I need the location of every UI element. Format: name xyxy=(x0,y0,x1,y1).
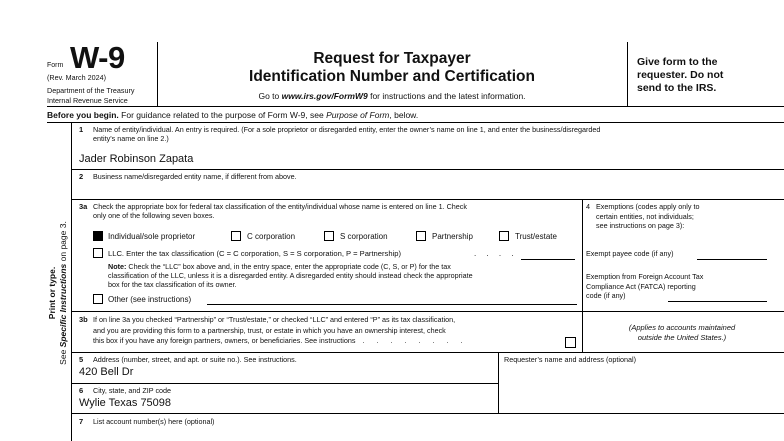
foreign-partners-checkbox[interactable] xyxy=(565,337,576,348)
line6-label: City, state, and ZIP code xyxy=(93,386,172,395)
line3b-text-c: this box if you have any foreign partners, owners, or beneficiaries. See instructions . . . . . . . . xyxy=(93,336,468,345)
rule-after-line3a xyxy=(71,311,582,312)
c-corp-checkbox[interactable] xyxy=(231,231,241,241)
applies-note-a: (Applies to accounts maintained xyxy=(628,323,736,332)
line7-label: List account number(s) here (optional) xyxy=(93,417,215,426)
rule-before-line1 xyxy=(47,122,784,123)
requester-input[interactable] xyxy=(502,366,782,412)
line3a-label xyxy=(93,202,579,220)
form-number: W-9 xyxy=(70,40,125,75)
rule-line4-mid xyxy=(582,311,784,312)
give-form-note xyxy=(637,56,723,95)
line4-number: 4 xyxy=(586,202,590,211)
fatca-label-c: code (if any) xyxy=(586,291,626,300)
llc-classification-input[interactable] xyxy=(521,259,575,260)
c-corp-label: C corporation xyxy=(247,232,296,241)
line5-number: 5 xyxy=(79,355,84,364)
goto-prefix: Go to xyxy=(258,91,282,101)
llc-label: LLC. Enter the tax classification (C = C corporation, S = S corporation, P = Partnership) xyxy=(108,249,401,258)
requester-label: Requester’s name and address (optional) xyxy=(504,355,636,364)
line2-number: 2 xyxy=(79,172,84,181)
line1-number: 1 xyxy=(79,125,84,134)
line2-label: Business name/disregarded entity name, if different from above. xyxy=(93,172,297,181)
llc-note xyxy=(108,262,578,289)
line6-number: 6 xyxy=(79,386,84,395)
business-name-input[interactable] xyxy=(79,184,779,198)
goto-suffix: for instructions and the latest information. xyxy=(367,91,526,101)
line7-number: 7 xyxy=(79,417,84,426)
agency: Internal Revenue Service xyxy=(47,96,128,105)
line3a-label-a: Check the appropriate box for federal tax classification of the entity/individual whose name is entered on line 1. Check xyxy=(93,202,467,211)
other-label: Other (see instructions) xyxy=(108,295,192,304)
before-you-begin-label: Before you begin. xyxy=(47,110,119,120)
goto-instructions xyxy=(158,91,626,101)
partnership-label: Partnership xyxy=(432,232,473,241)
line4-text-a: Exemptions (codes apply only to xyxy=(596,202,700,211)
fatca-input[interactable] xyxy=(668,301,767,302)
side-label-line1: Print or type. xyxy=(47,266,57,320)
llc-note-a: Note: Check the “LLC” box above and, in the entry space, enter the appropriate code (C, S, or P) for the tax xyxy=(108,262,451,271)
llc-note-b: classification of the LLC, unless it is a disregarded entity. A disregarded entity should instead check the appropriate xyxy=(108,271,473,280)
line5-label: Address (number, street, and apt. or suite no.). See instructions. xyxy=(93,355,297,364)
line3b-number: 3b xyxy=(79,315,88,324)
name-input[interactable]: Jader Robinson Zapata xyxy=(79,153,194,165)
line1-label-a: Name of entity/individual. An entry is required. (For a sole proprietor or disregarded entity, enter the owner’s name on line 1, and enter the business/disregarded xyxy=(93,125,601,134)
other-input[interactable] xyxy=(207,304,577,305)
account-numbers-input[interactable] xyxy=(79,428,779,440)
other-checkbox[interactable] xyxy=(93,294,103,304)
page-title xyxy=(158,50,626,86)
trust-estate-checkbox[interactable] xyxy=(499,231,509,241)
title-line-1: Request for Taxpayer xyxy=(313,50,471,67)
line4-text-b: certain entities, not individuals; xyxy=(596,211,694,221)
individual-checkbox[interactable] xyxy=(93,231,103,241)
rule-after-line5 xyxy=(71,383,498,384)
header-divider-right xyxy=(627,42,628,106)
line4-text-c: see instructions on page 3): xyxy=(596,221,685,230)
before-you-begin-text: For guidance related to the purpose of Form W-9, see xyxy=(118,110,327,120)
llc-dots: . . . . xyxy=(474,249,518,258)
applies-note xyxy=(584,323,780,343)
header-bottom-rule xyxy=(47,106,784,107)
requester-divider xyxy=(498,352,499,413)
exempt-payee-label: Exempt payee code (if any) xyxy=(586,249,674,258)
side-label-line2: See Specific Instructions on page 3. xyxy=(58,221,68,365)
line3b-text-b: and you are providing this form to a partnership, trust, or estate in which you have an ownership interest, check xyxy=(93,325,446,335)
before-you-begin-suffix: , below. xyxy=(389,110,419,120)
fatca-label-b: Compliance Act (FATCA) reporting xyxy=(586,281,696,291)
fatca-label-a: Exemption from Foreign Account Tax xyxy=(586,272,704,281)
line1-label xyxy=(93,125,783,143)
llc-note-c: box for the tax classification of its owner. xyxy=(108,280,237,289)
line3a-label-b: only one of the following seven boxes. xyxy=(93,211,215,220)
give-form-line-2: requester. Do not xyxy=(637,69,724,81)
llc-checkbox[interactable] xyxy=(93,248,103,258)
rule-after-line6 xyxy=(71,413,784,414)
line4-text xyxy=(596,202,782,231)
applies-note-b: outside the United States.) xyxy=(637,333,727,342)
before-you-begin xyxy=(47,110,418,120)
give-form-line-1: Give form to the xyxy=(637,56,718,68)
individual-label: Individual/sole proprietor xyxy=(108,232,196,241)
side-label xyxy=(47,183,69,403)
give-form-line-3: send to the IRS. xyxy=(637,82,717,94)
line3b-text-a: If on line 3a you checked “Partnership” or “Trust/estate,” or checked “LLC” and entered “P” as its tax classification, xyxy=(93,315,456,324)
exempt-payee-input[interactable] xyxy=(697,259,767,260)
purpose-of-form-link[interactable]: Purpose of Form xyxy=(326,110,390,120)
form-word: Form xyxy=(47,62,64,69)
s-corp-label: S corporation xyxy=(340,232,388,241)
title-line-2: Identification Number and Certification xyxy=(249,68,535,85)
fatca-label xyxy=(586,272,703,301)
revision-date: (Rev. March 2024) xyxy=(47,73,106,82)
rule-after-line1 xyxy=(71,169,784,170)
city-state-zip-input[interactable]: Wylie Texas 75098 xyxy=(79,397,172,409)
department: Department of the Treasury xyxy=(47,86,135,95)
line4-divider xyxy=(582,199,583,352)
trust-estate-label: Trust/estate xyxy=(515,232,557,241)
rule-after-line2 xyxy=(71,199,784,200)
s-corp-checkbox[interactable] xyxy=(324,231,334,241)
line3a-number: 3a xyxy=(79,202,88,211)
line3b-text xyxy=(93,315,563,347)
form-header xyxy=(0,0,784,106)
partnership-checkbox[interactable] xyxy=(416,231,426,241)
line1-label-b: entity’s name on line 2.) xyxy=(93,134,169,143)
address-input[interactable]: 420 Bell Dr xyxy=(79,366,134,378)
irs-url-link[interactable]: www.irs.gov/FormW9 xyxy=(281,91,368,101)
rule-after-line3b xyxy=(71,352,784,353)
